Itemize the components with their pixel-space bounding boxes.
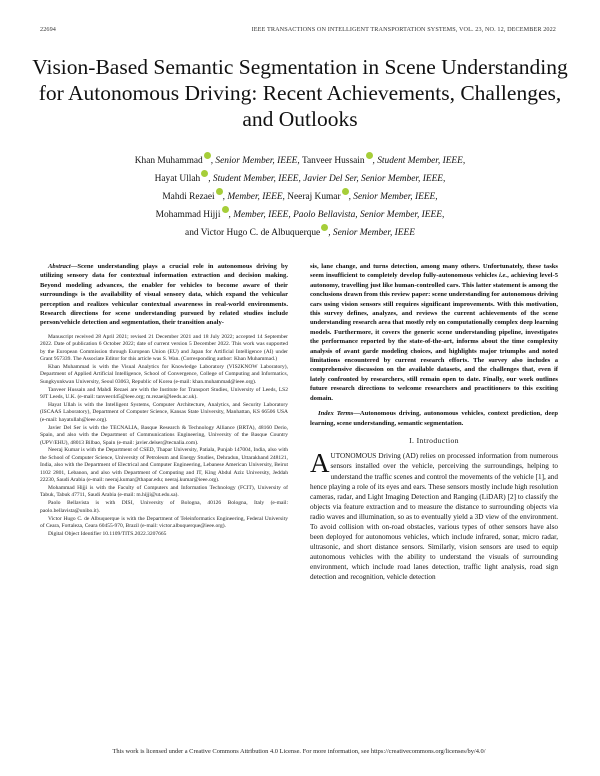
introduction-body: Driving (AD) relies on processed information from numerous sensors installed over the vehicle, perceiving the surroundings, helping to understand the traffic scenes and control the movements of the vehicle [1], and hence playing a role of its eyes and ears. These sensors mostly include high resolution cameras, radar, and Light Imaging Detection and Ranging (LiDAR) [2] to classify the objects via feature extraction and to measure the distance to surrounding objects via radio waves and illumination, so as to eventually yield a 3D view of the environment. To avoid collision with on-road obstacles, various types of other sensors have also been deployed for autonomous vehicles, which include infrared, sonar, micro radar, ultrasonic, and short distance sensors. Similarly, vision sensors are used to equip autonomous vehicles with the ability to understand the visuals of surrounding environment, which include road lanes detection, traffic light analysis, road sign detection and recognition, vehicle detection xyxy=(310,452,558,582)
author-name: Mahdi Rezaei xyxy=(162,192,215,202)
author-affil: , Member, IEEE xyxy=(228,210,289,220)
index-terms xyxy=(310,409,558,428)
footnote: Hayat Ullah is with the Intelligent Systems, Computer Architecture, Analytics, and Security Laboratory (ISCAAS Laboratory), Department of Computer Science, Kansas State University, Manhattan, KS 66506 USA (e-mail: hayatullah@ieee.org). xyxy=(40,402,288,423)
page-number: 22694 xyxy=(40,26,56,33)
abstract xyxy=(40,262,288,328)
author-affil: , Javier Del Ser, Senior Member, IEEE, xyxy=(298,174,446,184)
section-heading: I. Introduction xyxy=(409,435,459,445)
abstract-text: , achieving level-5 autonomy, travelling just like human-controlled cars. This latter statement is among the conclusions drawn from this review paper: scene understanding for autonomous driving cars using vision sensors still requires significant improvements. With this motivation, this survey defines, analyzes, and reviews the current achievements of the scene understanding research area that mostly rely on computationally complex deep learning models. Furthermore, it covers the generic scene understanding pipeline, investigates the performance reported by the state-of-the-art, informs about the time complexity analysis of avant garde modeling choices, and highlights major triumphs and noted limitations encountered by current research efforts. The survey also includes a comprehensive discussion on the available datasets, and the challenges that, even if lately confronted by researchers, still remain open to date. Finally, our work outlines future research directions to welcome researchers and practitioners to this exciting domain. xyxy=(310,272,559,402)
footnotes xyxy=(40,334,288,538)
footnote: Javier Del Ser is with the TECNALIA, Basque Research & Technology Alliance (BRTA), 48160 Derio, Spain, and also with the Department of Communications Engineering, University of the Basque Country (UPV/EHU), 48013 Bilbao, Spain (e-mail: javier.delser@tecnalia.com). xyxy=(40,424,288,446)
journal-name: IEEE TRANSACTIONS ON INTELLIGENT TRANSPORTATION SYSTEMS, VOL. 23, NO. 12, DECEMBER 2022 xyxy=(251,26,556,33)
index-terms-label: Index Terms xyxy=(318,410,354,418)
footnote: Manuscript received 28 April 2021; revised 21 December 2021 and 18 July 2022; accepted 14 September 2022. Date of publication 6 October 2022; date of current version 5 December 2022. This work was supported by the European Commission through European Union (EU) and Japan for Artificial Intelligence (AI) under Grant 957339. The Associate Editor for this article was S. Wan. (Corresponding author: Khan Muhammad.) xyxy=(40,333,288,363)
author-name: Mohammad Hijji xyxy=(155,210,221,220)
author-name: Hayat Ullah xyxy=(154,174,201,184)
author-name: Khan Muhammad xyxy=(134,156,203,166)
running-header xyxy=(40,26,556,36)
first-word: UTONOMOUS xyxy=(330,452,377,461)
author-name: , Tanveer Hussain xyxy=(297,156,365,166)
license-footer: This work is licensed under a Creative Commons Attribution 4.0 License. For more information, see https://creativecommons.org/licenses/by/4.0/ xyxy=(112,748,486,755)
author-affil: , Senior Member, IEEE xyxy=(328,228,415,238)
paper-title: Vision-Based Semantic Segmentation in Scene Understanding for Autonomous Driving: Recent Achievements, Challenges, and Outlooks xyxy=(32,55,568,131)
footnote: Tanveer Hussain and Mahdi Rezaei are with the Institute for Transport Studies, University of Leeds, LS2 9JT Leeds, U.K. (e-mail: tanveer445@ieee.org; m.rezaei@leeds.ac.uk). xyxy=(40,386,288,401)
footnote: Paolo Bellavista is with DISI, University of Bologna, 40126 Bologna, Italy (e-mail: paolo.bellavista@unibo.it). xyxy=(40,500,288,514)
orcid-icon[interactable] xyxy=(342,188,349,195)
right-column xyxy=(310,262,558,583)
abstract-text: —Scene understanding plays a crucial role in autonomous driving by utilizing sensory data for contextual information extraction and decision making. Beyond modeling advances, the enabler for vehicles to become aware of their surroundings is the availability of visual sensory data, which expand the vehicular perception and realizes vehicular contextual awareness in real-world environments. Research directions for scene understanding pursued by related studies include person/vehicle detection and segmentation, their transition analy- xyxy=(40,263,288,327)
abstract-text: sis, lane change, and turns detection, among many others. Unfortunately, these tasks seem insufficient to completely develop fully-autonomous vehicles xyxy=(310,263,558,280)
author-list xyxy=(60,152,540,242)
left-column xyxy=(40,262,288,539)
author-affil: , Student Member, IEEE xyxy=(208,174,299,184)
abstract-continued xyxy=(310,262,558,403)
orcid-icon[interactable] xyxy=(222,206,229,213)
orcid-icon[interactable] xyxy=(204,152,211,159)
author-affil: , Student Member, IEEE, xyxy=(372,156,466,166)
author-affil: , Senior Member, IEEE xyxy=(210,156,298,166)
footnote: Neeraj Kumar is with the Department of CSED, Thapar University, Patiala, Punjab 147004, India, also with the School of Computer Science, University of Petroleum and Energy Studies, Dehradun, Uttarakhand 248121, India, also with the Department of Electrical and Computer Engineering, Lebanese American University, Beirut 1102 2801, Lebanon, and also with Department of Computing and IT, King Abdul Aziz University, Jeddah 22230, Saudi Arabia (e-mail: neeraj.kumar@thapar.edu; neeraj.kumar@ieee.org). xyxy=(40,447,288,484)
footnote: Victor Hugo C. de Albuquerque is with the Department of Teleinformatics Engineering, Federal University of Ceara, Fortaleza, Ceara 60455-970, Brazil (e-mail: victor.albuquerque@ieee.org). xyxy=(40,515,288,529)
author-name: , Neeraj Kumar xyxy=(282,192,341,202)
abstract-label: Abstract xyxy=(48,263,71,270)
author-affil: , Paolo Bellavista, Senior Member, IEEE, xyxy=(288,210,445,220)
introduction-text xyxy=(310,448,558,582)
orcid-icon[interactable] xyxy=(366,152,373,159)
author-name: and Victor Hugo C. de Albuquerque xyxy=(185,228,321,238)
orcid-icon[interactable] xyxy=(216,188,223,195)
footnote: Khan Muhammad is with the Visual Analytics for Knowledge Laboratory (VIS2KNOW Laboratory), Department of Applied Artificial Intelligence, School of Convergence, College of Computing and Informatics, Sungkyunkwan University, Seoul 03063, Republic of Korea (e-mail: khan.muhammad@ieee.org). xyxy=(40,363,288,385)
author-affil: , Member, IEEE xyxy=(222,192,283,202)
doi[interactable]: Digital Object Identifier 10.1109/TITS.2022.3207665 xyxy=(48,530,167,537)
author-affil: , Senior Member, IEEE, xyxy=(348,192,438,202)
index-terms-text: —Autonomous driving, autonomous vehicles, context prediction, deep learning, scene understanding, semantic segmentation. xyxy=(310,410,558,427)
drop-cap: A xyxy=(310,448,330,479)
abstract-ie: i.e. xyxy=(499,272,508,280)
footnote: Mohammad Hijji is with the Faculty of Computers and Information Technology (FCIT), University of Tabuk, Tabuk 47711, Saudi Arabia (e-mail: m.hijji@ut.edu.sa). xyxy=(40,484,288,499)
